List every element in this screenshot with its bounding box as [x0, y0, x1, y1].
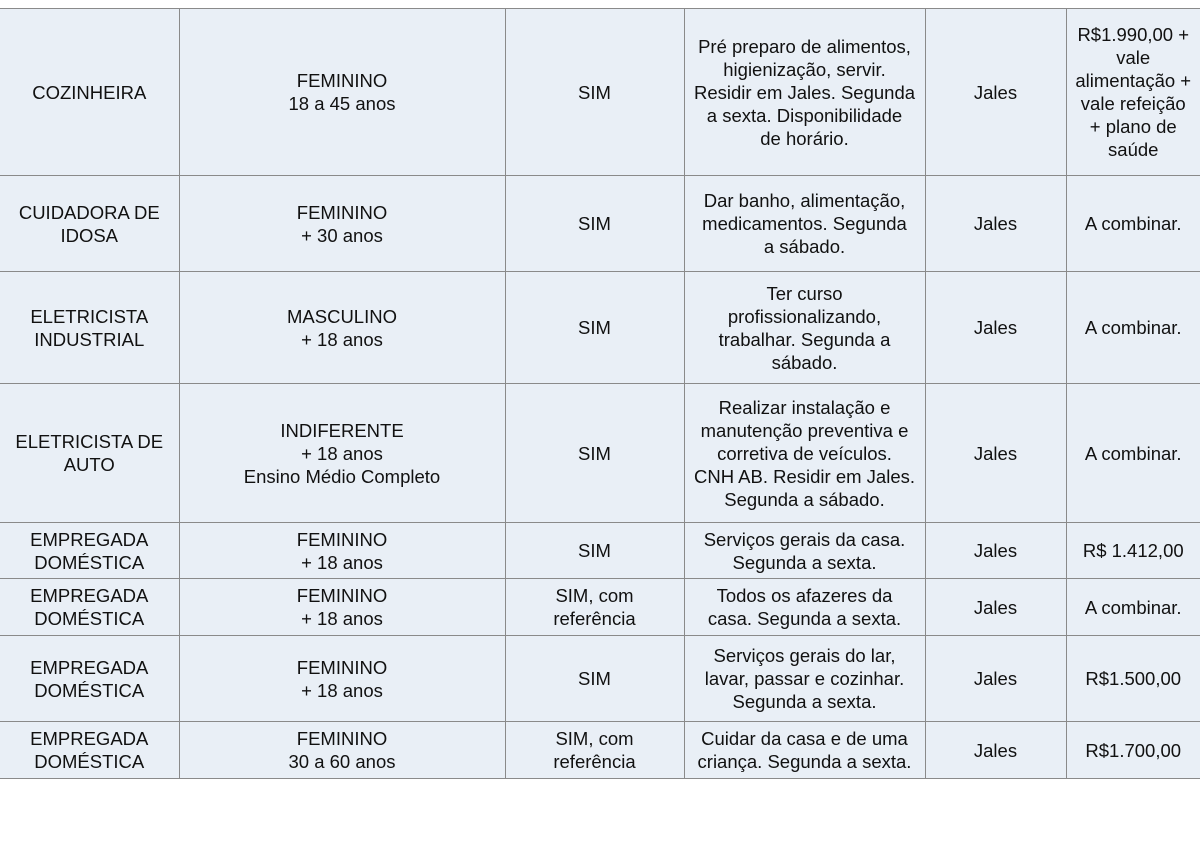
salary-cell: [1066, 384, 1200, 523]
activities-cell-line: trabalhar. Segunda a: [718, 328, 891, 350]
activities-cell-line: casa. Segunda a sexta.: [707, 608, 902, 629]
job-title-cell-line: IDOSA: [60, 224, 119, 246]
salary-cell-line: A combinar.: [1084, 317, 1182, 338]
activities-cell-line: Todos os afazeres da: [716, 585, 893, 606]
job-title-cell: [0, 384, 179, 523]
activities-cell-line: sábado.: [771, 351, 838, 373]
city-cell-line: Jales: [973, 668, 1018, 689]
profile-cell: [179, 523, 505, 579]
city-cell-line: Jales: [973, 596, 1018, 618]
table-row: [0, 272, 1200, 384]
job-title-cell-line: EMPREGADA: [30, 585, 149, 606]
experience-cell-line: SIM: [578, 317, 611, 338]
job-title-cell-line: DOMÉSTICA: [34, 751, 145, 772]
job-title-cell: [0, 176, 179, 272]
salary-cell: [1066, 272, 1200, 384]
profile-cell-line: + 18 anos: [301, 608, 383, 629]
profile-cell-line: 18 a 45 anos: [288, 93, 396, 114]
salary-cell: [1066, 523, 1200, 579]
salary-cell: [1066, 722, 1200, 779]
salary-cell-line: saúde: [1108, 139, 1159, 160]
profile-cell: [179, 272, 505, 384]
salary-cell: [1066, 9, 1200, 176]
activities-cell-line: Segunda a sexta.: [732, 551, 877, 573]
job-title-cell: [0, 9, 179, 176]
salary-cell-line: + plano de: [1089, 116, 1177, 137]
experience-cell: [505, 636, 684, 722]
table-row: [0, 579, 1200, 636]
experience-cell: [505, 722, 684, 779]
activities-cell-line: Segunda a sexta.: [732, 691, 877, 712]
job-title-cell: [0, 523, 179, 579]
activities-cell-line: higienização, servir.: [723, 58, 886, 80]
profile-cell: [179, 722, 505, 779]
profile-cell-line: + 18 anos: [301, 328, 383, 350]
activities-cell-line: de horário.: [760, 127, 849, 149]
activities-cell-line: manutenção preventiva e: [700, 419, 909, 441]
table-row: [0, 523, 1200, 579]
profile-cell-line: INDIFERENTE: [280, 419, 404, 441]
profile-cell-line: FEMININO: [296, 656, 388, 678]
salary-cell-line: A combinar.: [1084, 596, 1182, 618]
experience-cell: [505, 579, 684, 636]
city-cell: [925, 9, 1066, 176]
experience-cell-line: SIM: [578, 540, 611, 561]
job-title-cell: [0, 579, 179, 636]
city-cell-line: Jales: [973, 739, 1018, 761]
activities-cell: [684, 636, 925, 722]
experience-cell: [505, 176, 684, 272]
profile-cell-line: FEMININO: [296, 201, 388, 223]
activities-cell-line: lavar, passar e cozinhar.: [704, 668, 905, 689]
experience-cell-line: referência: [553, 751, 636, 772]
salary-cell-line: alimentação +: [1075, 70, 1192, 91]
activities-cell-line: Serviços gerais da casa.: [703, 528, 906, 550]
salary-cell: [1066, 579, 1200, 636]
job-title-cell-line: AUTO: [63, 454, 115, 475]
job-title-cell-line: DOMÉSTICA: [34, 608, 145, 629]
profile-cell-line: FEMININO: [296, 728, 388, 749]
experience-cell-line: referência: [553, 608, 636, 629]
activities-cell-line: CNH AB. Residir em Jales.: [693, 465, 916, 487]
profile-cell-line: FEMININO: [296, 528, 388, 550]
job-listings-table: [0, 8, 1200, 779]
job-title-cell-line: EMPREGADA: [30, 656, 149, 678]
city-cell-line: Jales: [973, 442, 1018, 464]
city-cell: [925, 272, 1066, 384]
city-cell: [925, 384, 1066, 523]
job-title-cell: [0, 272, 179, 384]
salary-cell-line: A combinar.: [1084, 213, 1182, 234]
profile-cell: [179, 9, 505, 176]
salary-cell-line: vale: [1116, 47, 1151, 68]
activities-cell-line: Realizar instalação e: [718, 396, 891, 418]
profile-cell-line: + 18 anos: [301, 679, 383, 701]
activities-cell-line: Cuidar da casa e de uma: [701, 728, 908, 749]
city-cell: [925, 523, 1066, 579]
experience-cell-line: SIM: [578, 213, 611, 234]
salary-cell: [1066, 636, 1200, 722]
city-cell-line: Jales: [973, 213, 1018, 234]
profile-cell: [179, 176, 505, 272]
activities-cell-line: Serviços gerais do lar,: [713, 645, 896, 666]
profile-cell-line: + 18 anos: [301, 442, 383, 464]
activities-cell: [684, 384, 925, 523]
activities-cell: [684, 722, 925, 779]
profile-cell-line: 30 a 60 anos: [288, 751, 396, 772]
table-row: [0, 722, 1200, 779]
activities-cell-line: Dar banho, alimentação,: [703, 190, 906, 211]
experience-cell: [505, 9, 684, 176]
salary-cell-line: R$1.990,00 +: [1077, 24, 1190, 45]
activities-cell-line: criança. Segunda a sexta.: [697, 751, 912, 772]
city-cell-line: Jales: [973, 540, 1018, 561]
table-row: [0, 9, 1200, 176]
city-cell-line: Jales: [973, 81, 1018, 103]
profile-cell-line: + 18 anos: [301, 551, 383, 573]
profile-cell-line: FEMININO: [296, 585, 388, 606]
job-title-cell: [0, 722, 179, 779]
profile-cell: [179, 579, 505, 636]
profile-cell: [179, 636, 505, 722]
activities-cell: [684, 9, 925, 176]
experience-cell-line: SIM: [578, 81, 611, 103]
activities-cell-line: a sexta. Disponibilidade: [706, 104, 903, 126]
salary-cell-line: R$1.700,00: [1085, 739, 1182, 761]
experience-cell-line: SIM, com: [555, 585, 634, 606]
job-title-cell-line: CUIDADORA DE: [18, 201, 160, 223]
activities-cell-line: Residir em Jales. Segunda: [693, 81, 916, 103]
job-title-cell-line: COZINHEIRA: [32, 81, 147, 103]
experience-cell-line: SIM: [578, 668, 611, 689]
activities-cell-line: medicamentos. Segunda: [702, 213, 907, 234]
profile-cell-line: FEMININO: [296, 70, 388, 91]
salary-cell-line: R$ 1.412,00: [1082, 540, 1184, 561]
activities-cell: [684, 523, 925, 579]
job-listings-table-container: [0, 8, 1200, 779]
job-title-cell: [0, 636, 179, 722]
activities-cell-line: Ter curso: [766, 282, 843, 304]
salary-cell-line: vale refeição: [1080, 93, 1186, 114]
profile-cell-line: + 30 anos: [301, 224, 383, 246]
job-title-cell-line: EMPREGADA: [30, 728, 149, 749]
city-cell: [925, 579, 1066, 636]
salary-cell-line: A combinar.: [1084, 442, 1182, 464]
table-row: [0, 384, 1200, 523]
activities-cell-line: Pré preparo de alimentos,: [698, 35, 911, 57]
profile-cell-line: MASCULINO: [287, 305, 397, 327]
job-title-cell-line: ELETRICISTA: [30, 305, 149, 327]
city-cell: [925, 722, 1066, 779]
table-row: [0, 176, 1200, 272]
salary-cell-line: R$1.500,00: [1085, 668, 1182, 689]
salary-cell: [1066, 176, 1200, 272]
experience-cell-line: SIM: [578, 442, 611, 464]
experience-cell: [505, 384, 684, 523]
activities-cell-line: profissionalizando,: [727, 305, 882, 327]
city-cell-line: Jales: [973, 317, 1018, 338]
activities-cell-line: Segunda a sábado.: [724, 488, 885, 510]
job-title-cell-line: INDUSTRIAL: [34, 328, 145, 350]
activities-cell: [684, 272, 925, 384]
activities-cell-line: corretiva de veículos.: [717, 442, 892, 464]
table-body: [0, 9, 1200, 779]
experience-cell-line: SIM, com: [555, 728, 634, 749]
job-title-cell-line: DOMÉSTICA: [34, 551, 145, 573]
experience-cell: [505, 523, 684, 579]
experience-cell: [505, 272, 684, 384]
profile-cell-line: Ensino Médio Completo: [243, 465, 441, 487]
job-title-cell-line: ELETRICISTA DE: [15, 431, 164, 452]
profile-cell: [179, 384, 505, 523]
city-cell: [925, 176, 1066, 272]
job-title-cell-line: EMPREGADA: [30, 528, 149, 550]
city-cell: [925, 636, 1066, 722]
table-row: [0, 636, 1200, 722]
activities-cell: [684, 579, 925, 636]
activities-cell: [684, 176, 925, 272]
activities-cell-line: a sábado.: [763, 236, 846, 257]
job-title-cell-line: DOMÉSTICA: [34, 679, 145, 701]
